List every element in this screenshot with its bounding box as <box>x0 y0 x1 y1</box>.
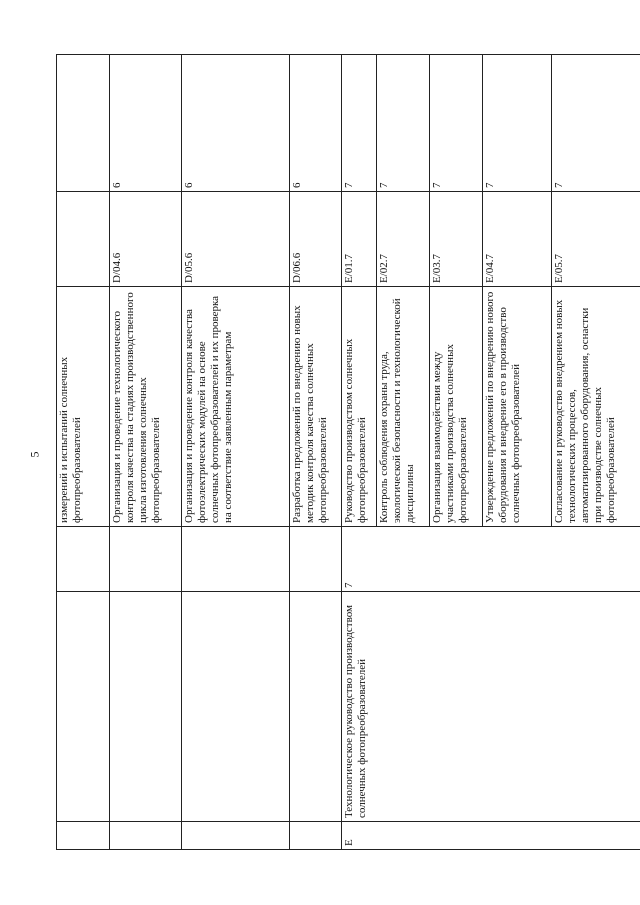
function-level-cell: 7 <box>377 55 430 192</box>
function-level-cell: 6 <box>181 55 289 192</box>
function-name-cell: Организация и проведение технологического контроля качества на стадиях производственного цикла изготовления солнечных фотопреобразователей <box>109 287 181 527</box>
function-code-cell: E/01.7 <box>342 192 377 287</box>
functions-table <box>56 54 640 850</box>
function-level-cell: 6 <box>289 55 342 192</box>
function-level-cell <box>57 55 110 192</box>
function-name-cell: Руководство производством солнечных фотопреобразователей <box>342 287 377 527</box>
function-name-cell: Организация и проведение контроля качества фотоэлектрических модулей на основе солнечных фотопреобразователей и их проверка на соответствие заявленным параметрам <box>181 287 289 527</box>
function-level-cell: 7 <box>429 55 482 192</box>
page-number: 5 <box>27 451 42 458</box>
group-level-cell: 7 <box>342 527 640 592</box>
function-name-cell: Организация взаимодействия между участниками производства солнечных фотопреобразователей <box>429 287 482 527</box>
table-row <box>181 55 289 850</box>
function-code-cell: E/03.7 <box>429 192 482 287</box>
table-row <box>57 55 110 850</box>
function-name-cell: Разработка предложений по внедрению новых методик контроля качества солнечных фотопреобразователей <box>289 287 342 527</box>
rotated-table-container <box>56 55 640 850</box>
function-level-cell: 7 <box>482 55 552 192</box>
function-code-cell: E/04.7 <box>482 192 552 287</box>
table-row <box>289 55 342 850</box>
function-name-cell: Согласование и руководство внедрением новых технологических процессов, автоматизированного оборудования, оснастки при производстве солнечных фотопреобразователей <box>552 287 640 527</box>
function-code-cell: E/05.7 <box>552 192 640 287</box>
function-name-cell: Контроль соблюдения охраны труда, экологической безопасности и технологической дисциплины <box>377 287 430 527</box>
function-code-cell: D/06.6 <box>289 192 342 287</box>
group-code-cell <box>57 822 110 850</box>
table-row <box>109 55 181 850</box>
group-name-cell: Технологическое руководство производством солнечных фотопреобразователей <box>342 592 640 822</box>
function-level-cell: 7 <box>342 55 377 192</box>
group-name-cell <box>57 592 110 822</box>
function-name-cell: измерений и испытаний солнечных фотопреобразователей <box>57 287 110 527</box>
function-code-cell: D/05.6 <box>181 192 289 287</box>
function-code-cell: E/02.7 <box>377 192 430 287</box>
group-level-cell <box>57 527 110 592</box>
function-code-cell <box>57 192 110 287</box>
function-level-cell: 7 <box>552 55 640 192</box>
function-code-cell: D/04.6 <box>109 192 181 287</box>
function-level-cell: 6 <box>109 55 181 192</box>
function-name-cell: Утверждение предложений по внедрению нового оборудования и внедрение его в производство солнечных фотопреобразователей <box>482 287 552 527</box>
group-code-cell: E <box>342 822 640 850</box>
table-row <box>342 55 377 850</box>
